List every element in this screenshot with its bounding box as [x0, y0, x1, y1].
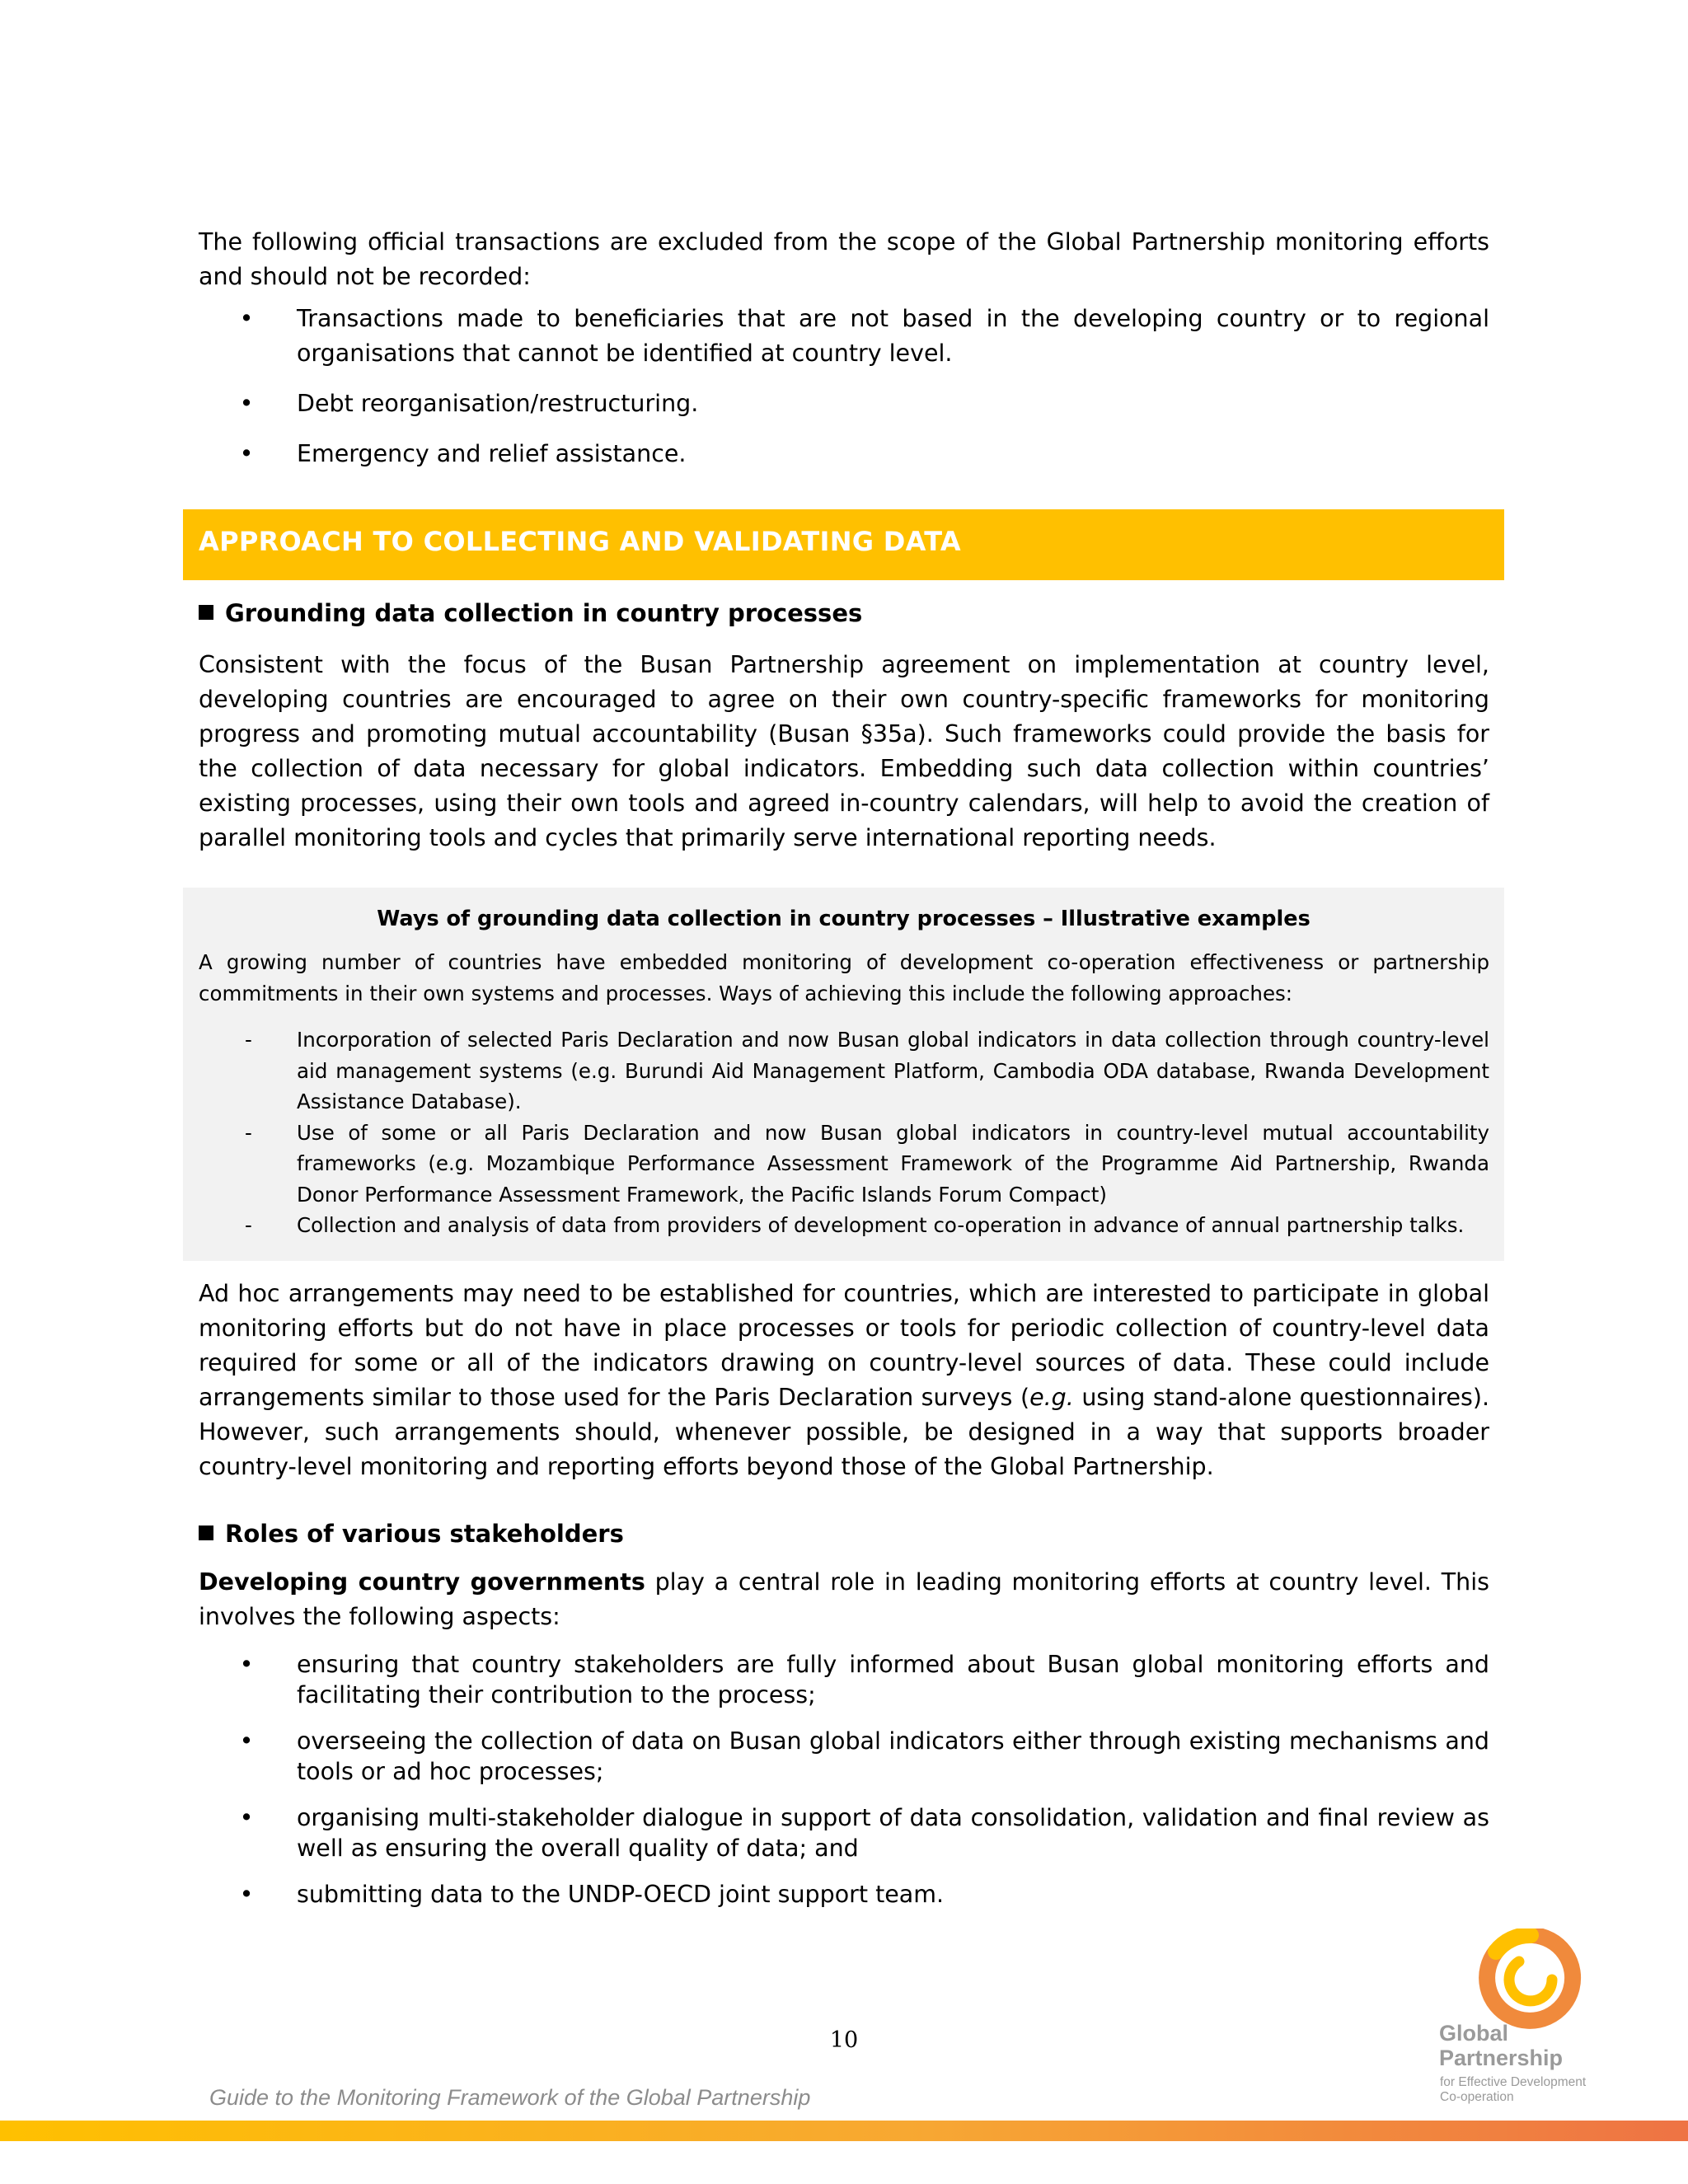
- list-item: • submitting data to the UNDP-OECD joint support team.: [199, 1879, 1489, 1910]
- bullet-icon: •: [239, 390, 254, 417]
- subheading-grounding: Grounding data collection in country processes: [199, 597, 862, 630]
- bullet-icon: •: [239, 440, 254, 467]
- dash-bullet-icon: -: [245, 1120, 252, 1145]
- subheading-roles: Roles of various stakeholders: [199, 1517, 624, 1550]
- square-bullet-icon: [199, 1526, 213, 1540]
- footer-gradient-bar: [0, 2121, 1688, 2141]
- dash-bullet-icon: -: [245, 1213, 252, 1237]
- bullet-icon: •: [239, 1651, 254, 1678]
- list-item: - Use of some or all Paris Declaration and now Busan global indicators in country-level mutual accountability frameworks (e.g. Mozambique Performance Assessment Framework of the Programme Aid Partnership, Rwanda Donor Performance Assessment Framework, the Pacific Islands Forum Compact): [199, 1118, 1489, 1211]
- footer-document-title: Guide to the Monitoring Framework of the Global Partnership: [209, 2085, 811, 2110]
- logo-wordmark: Global Partnership: [1439, 2021, 1564, 2070]
- list-item: • ensuring that country stakeholders are fully informed about Busan global monitoring efforts and facilitating their contribution to the process;: [199, 1649, 1489, 1710]
- logo-tagline: for Effective Development Co-operation: [1440, 2075, 1587, 2104]
- examples-box-intro: A growing number of countries have embedded monitoring of development co-operation effectiveness or partnership commitments in their own systems and processes. Ways of achieving this include the following approaches:: [199, 950, 1489, 1005]
- bullet-icon: •: [239, 1804, 254, 1831]
- list-item: - Collection and analysis of data from providers of development co-operation in advance of annual partnership talks.: [199, 1210, 1489, 1241]
- list-item: • organising multi-stakeholder dialogue in support of data consolidation, validation and final review as well as ensuring the overall quality of data; and: [199, 1802, 1489, 1863]
- section-title: APPROACH TO COLLECTING AND VALIDATING DATA: [199, 526, 961, 557]
- list-item: • overseeing the collection of data on Busan global indicators either through existing mechanisms and tools or ad hoc processes;: [199, 1726, 1489, 1787]
- roles-paragraph: Developing country governments play a central role in leading monitoring efforts at country level. This involves the following aspects:: [199, 1568, 1489, 1630]
- page-number: 10: [829, 2027, 859, 2053]
- intro-paragraph: The following official transactions are excluded from the scope of the Global Partnership monitoring efforts and should not be recorded:: [199, 228, 1489, 290]
- list-item: • Debt reorganisation/restructuring.: [199, 387, 1489, 421]
- bullet-icon: •: [239, 1881, 254, 1908]
- examples-box-title: Ways of grounding data collection in country processes – Illustrative examples: [377, 907, 1311, 931]
- list-item: • Transactions made to beneficiaries that are not based in the developing country or to regional organisations that cannot be identified at country level.: [199, 302, 1489, 371]
- examples-list: [199, 1024, 1489, 1241]
- dash-bullet-icon: -: [245, 1028, 252, 1052]
- section-heading-bar: [183, 509, 1504, 580]
- roles-list: [199, 1649, 1489, 1910]
- examples-box: [183, 888, 1504, 1261]
- excluded-transactions-list: [199, 302, 1489, 471]
- list-item: • Emergency and relief assistance.: [199, 437, 1489, 471]
- bullet-icon: •: [239, 1727, 254, 1755]
- square-bullet-icon: [199, 605, 213, 620]
- grounding-paragraph: Consistent with the focus of the Busan Partnership agreement on implementation at country level, developing countries are encouraged to agree on their own country-specific frameworks for monitoring progress and promoting mutual accountability (Busan §35a). Such frameworks could provide the basis for the collection of data necessary for global indicators. Embedding such data collection within countries’ existing processes, using their own tools and agreed in-country calendars, will help to avoid the creation of parallel monitoring tools and cycles that primarily serve international reporting needs.: [199, 651, 1489, 851]
- list-item: - Incorporation of selected Paris Declaration and now Busan global indicators in data collection through country-level aid management systems (e.g. Burundi Aid Management Platform, Cambodia ODA database, Rwanda Development Assistance Database).: [199, 1024, 1489, 1118]
- bullet-icon: •: [239, 305, 254, 332]
- adhoc-paragraph: Ad hoc arrangements may need to be established for countries, which are interested to participate in global monitoring efforts but do not have in place processes or tools for periodic collection of country-level data required for some or all of the indicators drawing on country-level sources of data. These could include arrangements similar to those used for the Paris Declaration surveys (e.g. using stand-alone questionnaires). However, such arrangements should, whenever possible, be designed in a way that supports broader country-level monitoring and reporting efforts beyond those of the Global Partnership.: [199, 1280, 1490, 1480]
